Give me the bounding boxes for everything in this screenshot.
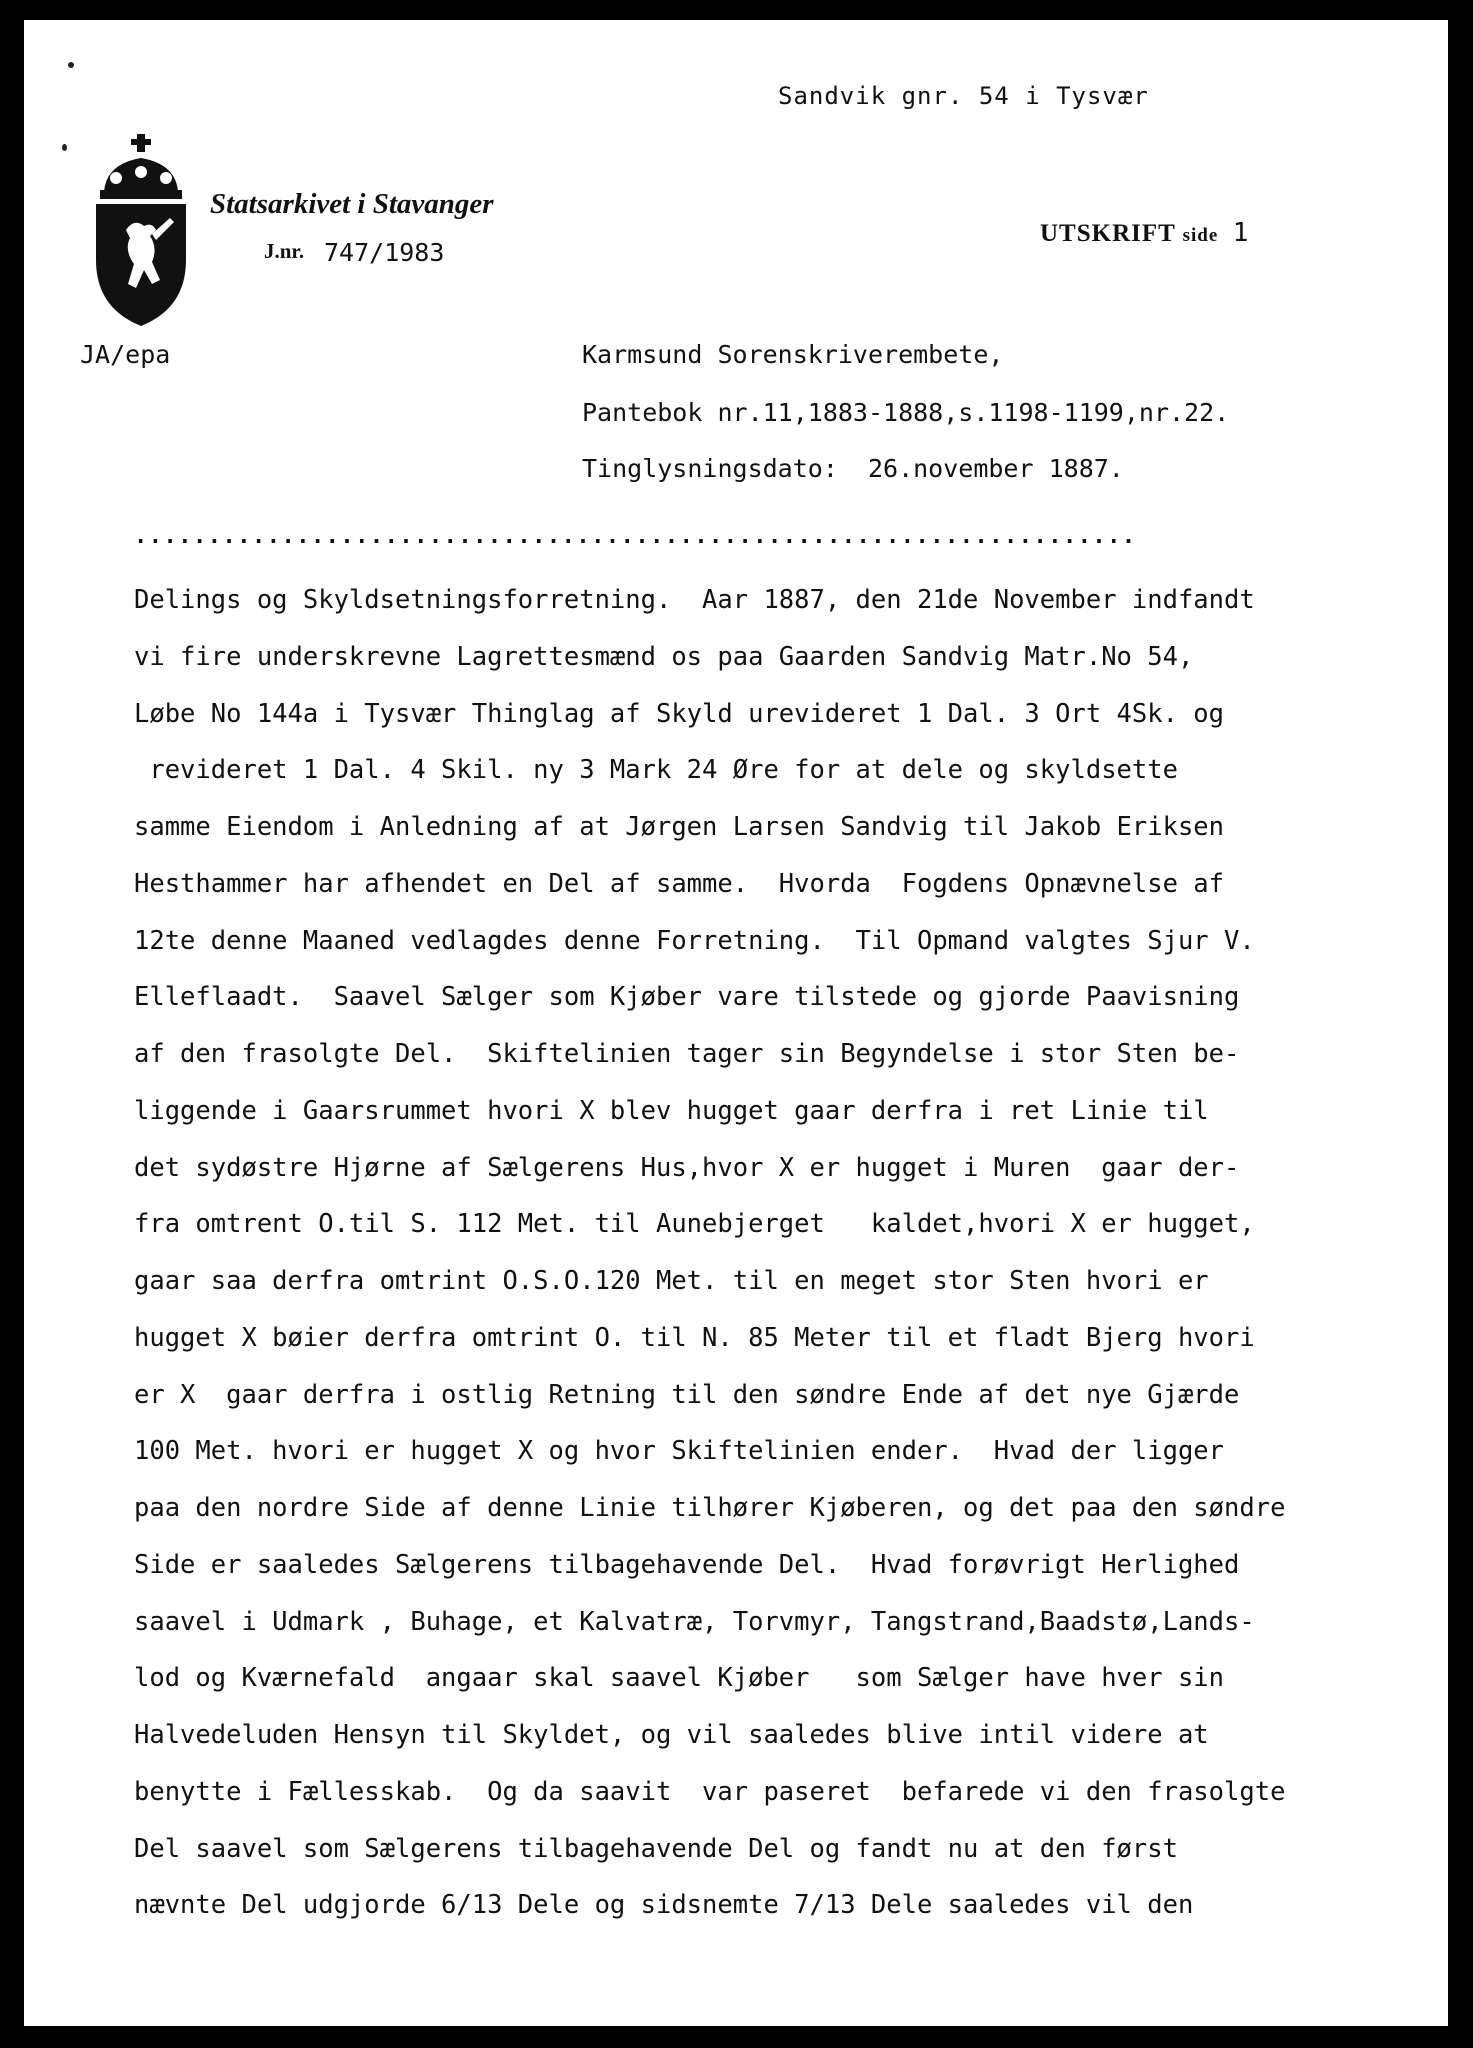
body-line: lod og Kværnefald angaar skal saavel Kjøber som Sælger have hver sin [134, 1663, 1225, 1694]
body-line: det sydøstre Hjørne af Sælgerens Hus,hvor X er hugget i Muren gaar der- [134, 1152, 1240, 1183]
document-page [24, 20, 1448, 2026]
dotted-separator: .................................................................... [134, 524, 1137, 549]
transcript-page-label [1040, 218, 1249, 248]
body-line: samme Eiendom i Anledning af at Jørgen Larsen Sandvig til Jakob Eriksen [134, 812, 1225, 842]
body-line: Del saavel som Sælgerens tilbagehavende Del og fandt nu at den først [134, 1833, 1178, 1864]
body-line: 100 Met. hvori er hugget X og hvor Skiftelinien ender. Hvad der ligger [134, 1436, 1225, 1467]
property-heading: Sandvik gnr. 54 i Tysvær [778, 82, 1149, 110]
body-line: benytte i Fællesskab. Og da saavit var paseret befarede vi den frasolgte [134, 1776, 1286, 1807]
body-line: Elleflaadt. Saavel Sælger som Kjøber vare tilstede og gjorde Paavisning [134, 982, 1240, 1013]
side-label: side [1182, 225, 1219, 246]
body-line: 12te denne Maaned vedlagdes denne Forretning. Til Opmand valgtes Sjur V. [134, 925, 1255, 956]
author-initials: JA/epa [80, 340, 171, 369]
journal-number-label: J.nr. [264, 239, 305, 263]
document-body [134, 572, 1434, 1934]
archive-name: Statsarkivet i Stavanger [210, 188, 494, 220]
body-line: liggende i Gaarsrummet hvori X blev hugget gaar derfra i ret Linie til [134, 1095, 1209, 1126]
transcript-label: UTSKRIFT [1040, 220, 1176, 247]
body-line: saavel i Udmark , Buhage, et Kalvatræ, Torvmyr, Tangstrand,Baadstø,Lands- [134, 1606, 1255, 1637]
scan-speck [62, 144, 67, 151]
body-line: vi fire underskrevne Lagrettesmænd os paa Gaarden Sandvig Matr.No 54, [134, 641, 1194, 672]
body-line: hugget X bøier derfra omtrint O. til N. 85 Meter til et fladt Bjerg hvori [134, 1322, 1255, 1353]
body-line: Side er saaledes Sælgerens tilbagehavende Del. Hvad forøvrigt Herlighed [134, 1549, 1240, 1580]
scan-speck [68, 62, 74, 68]
reference-court: Karmsund Sorenskriverembete, [582, 340, 1004, 369]
reference-date: Tinglysningsdato: 26.november 1887. [582, 454, 1124, 483]
body-line: nævnte Del udgjorde 6/13 Dele og sidsnemte 7/13 Dele saaledes vil den [134, 1890, 1194, 1921]
body-line: af den frasolgte Del. Skiftelinien tager sin Begyndelse i stor Sten be- [134, 1039, 1240, 1069]
body-line: fra omtrent O.til S. 112 Met. til Aunebjerget kaldet,hvori X er hugget, [134, 1209, 1255, 1240]
body-line: Delings og Skyldsetningsforretning. Aar 1887, den 21de November indfandt [134, 585, 1255, 615]
body-line: gaar saa derfra omtrint O.S.O.120 Met. til en meget stor Sten hvori er [134, 1266, 1209, 1296]
body-line: Løbe No 144a i Tysvær Thinglag af Skyld urevideret 1 Dal. 3 Ort 4Sk. og [134, 698, 1225, 729]
page-number: 1 [1232, 218, 1250, 248]
body-line: Hesthammer har afhendet en Del af samme. Hvorda Fogdens Opnævnelse af [134, 868, 1225, 899]
body-line: Halvedeluden Hensyn til Skyldet, og vil saaledes blive intil videre at [134, 1720, 1209, 1750]
body-line: er X gaar derfra i ostlig Retning til den søndre Ende af det nye Gjærde [134, 1379, 1240, 1410]
reference-book: Pantebok nr.11,1883-1888,s.1198-1199,nr.22. [582, 398, 1230, 427]
norwegian-coat-of-arms-icon [86, 130, 196, 330]
journal-number: 747/1983 [324, 238, 445, 267]
body-line: paa den nordre Side af denne Linie tilhører Kjøberen, og det paa den søndre [134, 1493, 1286, 1523]
body-line: revideret 1 Dal. 4 Skil. ny 3 Mark 24 Øre for at dele og skyldsette [134, 755, 1178, 786]
